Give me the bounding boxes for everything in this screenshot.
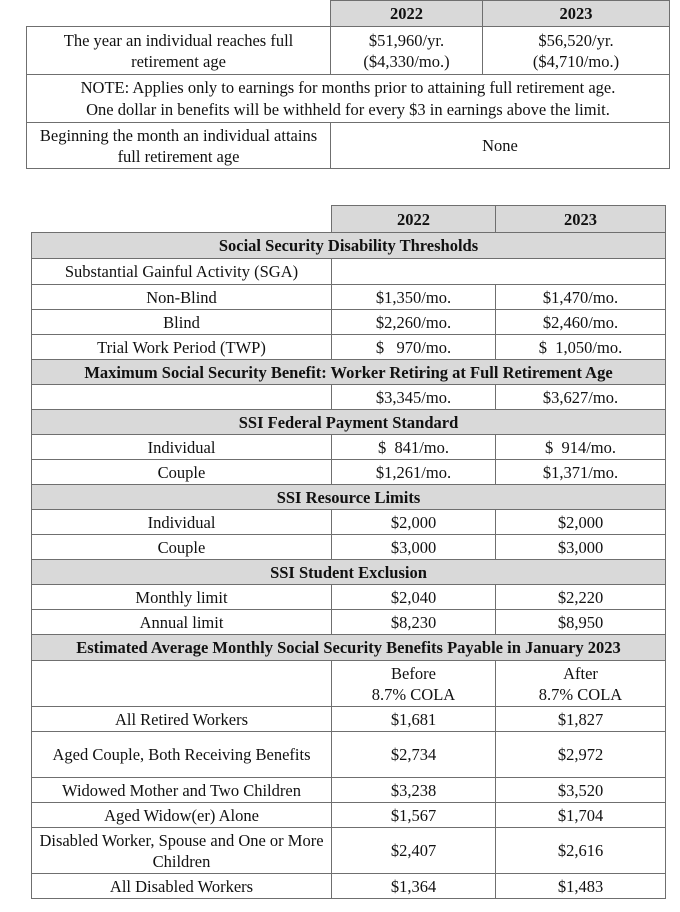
row-label-full-retirement-year: The year an individual reaches full retirement age (27, 27, 331, 75)
value-2023-max-benefit: $3,627/mo. (496, 385, 666, 410)
section-title-max-benefit: Maximum Social Security Benefit: Worker Retiring at Full Retirement Age (32, 360, 666, 385)
row-label-aged-couple: Aged Couple, Both Receiving Benefits (32, 732, 332, 778)
value-2023-ssi-couple: $1,371/mo. (496, 460, 666, 485)
value-before-disabled-worker-family: $2,407 (332, 828, 496, 874)
value-after-all-retired: $1,827 (496, 707, 666, 732)
value-2022-full-retirement-year: $51,960/yr. ($4,330/mo.) (331, 27, 483, 75)
value-after-all-disabled: $1,483 (496, 874, 666, 899)
value-before-all-disabled: $1,364 (332, 874, 496, 899)
section-title-ssi-payment: SSI Federal Payment Standard (32, 410, 666, 435)
row-label-resource-individual: Individual (32, 510, 332, 535)
row-label-disabled-worker-family: Disabled Worker, Spouse and One or More Children (32, 828, 332, 874)
value-2022-monthly-limit: $2,040 (332, 585, 496, 610)
row-label-after-full-retirement: Beginning the month an individual attains full retirement age (27, 123, 331, 169)
value-2023-full-retirement-year: $56,520/yr. ($4,710/mo.) (483, 27, 670, 75)
row-label-sga: Substantial Gainful Activity (SGA) (32, 259, 332, 285)
value-2022-annual-limit: $8,230 (332, 610, 496, 635)
sga-empty-cell (332, 259, 666, 285)
col-header-after-cola: After 8.7% COLA (496, 661, 666, 707)
col-header-2023: 2023 (483, 1, 670, 27)
value-2023-twp: $ 1,050/mo. (496, 335, 666, 360)
value-before-aged-couple: $2,734 (332, 732, 496, 778)
max-benefit-empty-label (32, 385, 332, 410)
col-header-2022: 2022 (331, 1, 483, 27)
value-2022-non-blind: $1,350/mo. (332, 285, 496, 310)
value-after-aged-couple: $2,972 (496, 732, 666, 778)
value-2023-blind: $2,460/mo. (496, 310, 666, 335)
value-after-full-retirement: None (331, 123, 670, 169)
value-after-aged-widower: $1,704 (496, 803, 666, 828)
col-header-2023: 2023 (496, 206, 666, 233)
section-title-ssi-resource: SSI Resource Limits (32, 485, 666, 510)
earnings-limit-table (26, 0, 670, 169)
section-title-ssi-student: SSI Student Exclusion (32, 560, 666, 585)
value-before-widowed-mother: $3,238 (332, 778, 496, 803)
section-title-disability: Social Security Disability Thresholds (32, 233, 666, 259)
header-blank-cell (27, 1, 331, 27)
value-before-all-retired: $1,681 (332, 707, 496, 732)
value-2022-resource-couple: $3,000 (332, 535, 496, 560)
value-2022-ssi-couple: $1,261/mo. (332, 460, 496, 485)
avg-benefits-empty-label (32, 661, 332, 707)
row-label-ssi-individual: Individual (32, 435, 332, 460)
row-label-all-disabled: All Disabled Workers (32, 874, 332, 899)
value-2022-ssi-individual: $ 841/mo. (332, 435, 496, 460)
header-blank-cell (32, 206, 332, 233)
value-2023-monthly-limit: $2,220 (496, 585, 666, 610)
value-2023-non-blind: $1,470/mo. (496, 285, 666, 310)
row-label-aged-widower: Aged Widow(er) Alone (32, 803, 332, 828)
row-label-twp: Trial Work Period (TWP) (32, 335, 332, 360)
row-label-monthly-limit: Monthly limit (32, 585, 332, 610)
social-security-figures-table (31, 205, 666, 899)
value-after-widowed-mother: $3,520 (496, 778, 666, 803)
col-header-2022: 2022 (332, 206, 496, 233)
value-2022-max-benefit: $3,345/mo. (332, 385, 496, 410)
row-label-resource-couple: Couple (32, 535, 332, 560)
value-2023-resource-individual: $2,000 (496, 510, 666, 535)
value-2023-resource-couple: $3,000 (496, 535, 666, 560)
row-label-annual-limit: Annual limit (32, 610, 332, 635)
earnings-note: NOTE: Applies only to earnings for months prior to attaining full retirement age. One dollar in benefits will be withheld for every $3 in earnings above the limit. (27, 75, 670, 123)
section-title-avg-benefits: Estimated Average Monthly Social Security Benefits Payable in January 2023 (32, 635, 666, 661)
value-2023-annual-limit: $8,950 (496, 610, 666, 635)
row-label-widowed-mother: Widowed Mother and Two Children (32, 778, 332, 803)
value-2023-ssi-individual: $ 914/mo. (496, 435, 666, 460)
value-before-aged-widower: $1,567 (332, 803, 496, 828)
row-label-all-retired: All Retired Workers (32, 707, 332, 732)
value-after-disabled-worker-family: $2,616 (496, 828, 666, 874)
value-2022-twp: $ 970/mo. (332, 335, 496, 360)
row-label-non-blind: Non-Blind (32, 285, 332, 310)
value-2022-resource-individual: $2,000 (332, 510, 496, 535)
row-label-blind: Blind (32, 310, 332, 335)
row-label-ssi-couple: Couple (32, 460, 332, 485)
col-header-before-cola: Before 8.7% COLA (332, 661, 496, 707)
value-2022-blind: $2,260/mo. (332, 310, 496, 335)
